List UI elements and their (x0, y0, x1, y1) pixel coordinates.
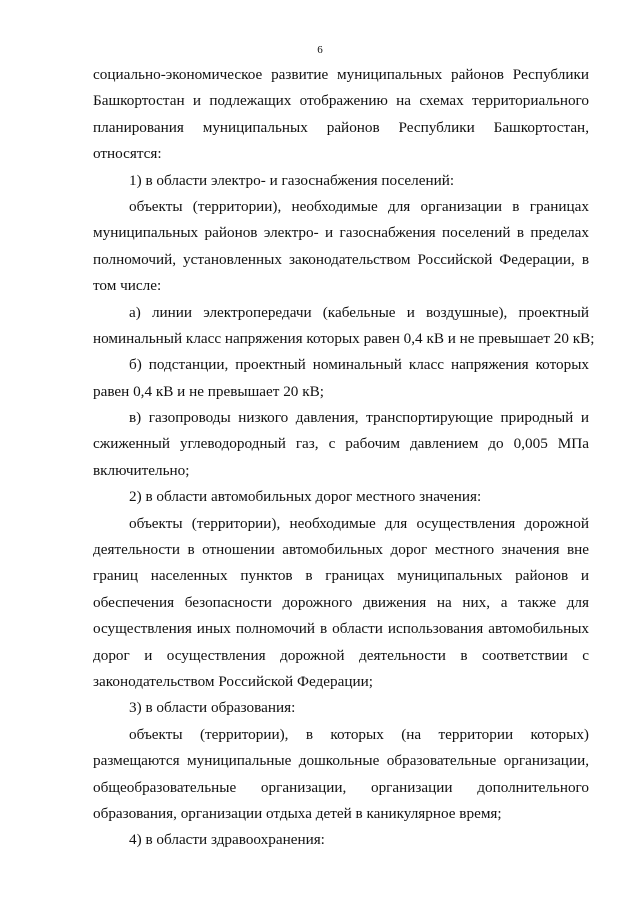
text-line: дорог и осуществления дорожной деятельности в соответствии с (93, 646, 589, 664)
text-line: границ населенных пунктов в границах муниципальных районов и (93, 567, 589, 585)
text-line: в) газопроводы низкого давления, транспортирующие природный и (129, 409, 589, 427)
text-line: образования, организации отдыха детей в каникулярное время; (93, 804, 502, 822)
text-line: 3) в области образования: (129, 699, 296, 717)
text-line: деятельности в отношении автомобильных дорог местного значения вне (93, 541, 589, 559)
text-line: размещаются муниципальные дошкольные образовательные организации, (93, 752, 589, 770)
text-line: 4) в области здравоохранения: (129, 831, 325, 849)
text-line: объекты (территории), необходимые для осуществления дорожной (129, 514, 589, 532)
text-line: полномочий, установленных законодательством Российской Федерации, в (93, 250, 589, 268)
document-body (93, 62, 595, 854)
text-line: Башкортостан и подлежащих отображению на схемах территориального (93, 92, 589, 110)
text-line: обеспечения безопасности дорожного движения на них, а также для (93, 593, 589, 611)
text-line: том числе: (93, 277, 162, 295)
page-number: 6 (317, 44, 323, 56)
text-line: 2) в области автомобильных дорог местного значения: (129, 488, 482, 506)
text-line: объекты (территории), в которых (на территории которых) (129, 725, 589, 743)
text-line: сжиженный углеводородный газ, с рабочим давлением до 0,005 МПа (93, 435, 589, 453)
text-line: 1) в области электро- и газоснабжения поселений: (129, 171, 455, 189)
text-line: б) подстанции, проектный номинальный класс напряжения которых (129, 356, 589, 374)
text-line: социально-экономическое развитие муниципальных районов Республики (93, 66, 589, 83)
text-line: общеобразовательные организации, организации дополнительного (93, 778, 589, 796)
text-line: планирования муниципальных районов Республики Башкортостан, (93, 118, 589, 136)
text-line: относятся: (93, 145, 162, 163)
text-line: равен 0,4 кВ и не превышает 20 кВ; (93, 382, 324, 400)
text-line: муниципальных районов электро- и газоснабжения поселений в пределах (93, 224, 589, 242)
text-line: включительно; (93, 461, 190, 479)
text-line: законодательством Российской Федерации; (93, 672, 373, 690)
text-line: номинальный класс напряжения которых равен 0,4 кВ и не превышает 20 кВ; (93, 329, 595, 347)
text-line: а) линии электропередачи (кабельные и воздушные), проектный (129, 303, 589, 321)
text-line: осуществления иных полномочий в области использования автомобильных (93, 620, 589, 638)
text-line: объекты (территории), необходимые для организации в границах (129, 197, 589, 215)
